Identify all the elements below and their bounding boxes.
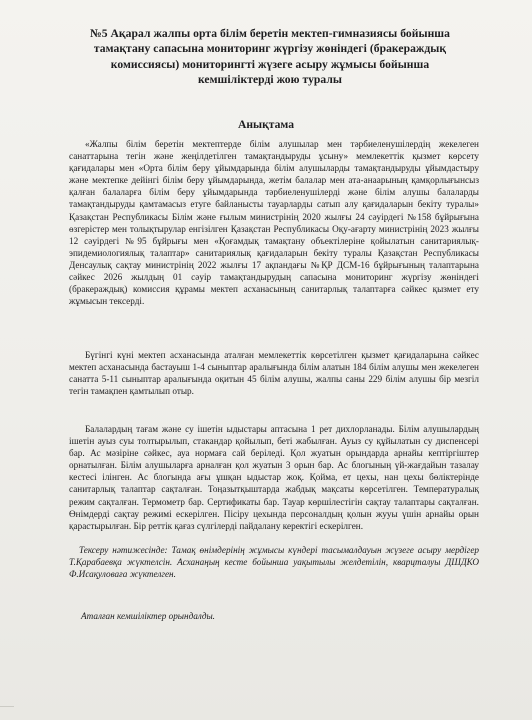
inspection-note: Тексеру нәтижесінде: Тамақ өнімдерінің жұмысы күндері тасымалдауын жүзеге асыру мердігер Т.Қарабаевқа жүктелсін. Асханаңың кесте бойынша уақытылы желдетілін, кварцталуы ДШДКО Ф.Исақуловаға жүктелген. bbox=[69, 545, 479, 580]
document-title: №5 Ақарал жалпы орта білім беретін мектеп-гимназиясы бойынша тамақтану сапасына мониторинг жүргізу жөніндегі (бракераждық комиссиясы) мониторингті жүзеге асыру жұмысы бойынша кемшіліктерді жою туралы bbox=[90, 27, 450, 87]
scan-edge-mark bbox=[0, 706, 14, 717]
document-subtitle: Анықтама bbox=[237, 118, 295, 131]
signoff-line: Аталған кемшіліктер орындалды. bbox=[81, 611, 215, 621]
body-paragraph-3: Балалардың тағам және су ішетін ыдыстары аптасына 1 рет дихлорланады. Білім алушылардың ішетін ауыз суы толтырылып, стакандар қойылып, беті жабылған. Ауыз су құйылатын су диспенсері бар. Ас мәзіріне сәйкес, ауа нормаға сай беріледі. Қол жуатын орындарда арнайы кептіргіштер орнатылған. Білім алушыларға арналған қол жуатын 3 орын бар. Ас блогының үй-жағдайын тазалау кестесі ілінген. Ас блогында ағы ұшқан ыдыстар жоқ. Қойма, ет цехы, нан цехы бөліктерінде санитарлық талаптар сақталған. Тоңазытқыштарда жабдық мақсаты көрсетілген. Температуралық режим сақталған. Термометр бар. Сертификаты бар. Тауар көршілестігін сақтау талаптары сақталған. Өнімдерді сақтау режимі ескерілген. Пісіру цехында персоналдың қолын жууы үшін арнайы орын қарастырылған. Бір реттік қағаз сүлгілерді пайдалану керектігі ескерілген. bbox=[69, 424, 479, 531]
body-paragraph-2: Бүгінгі күні мектеп асханасында аталған мемлекеттік көрсетілген қызмет қағидаларына сәйкес мектеп асханасында бастауыш 1-4 сыныптар аралығында білім алатын 184 білім алушы мен жекелеген санатта 5-11 сыныптар аралығында оқитын 45 білім алушы, жалпы саны 229 білім алушы бір мезгіл тегін тамақпен қамтылып отыр. bbox=[69, 350, 479, 397]
body-paragraph-1: «Жалпы білім беретін мектептерде білім алушылар мен тәрбиеленушілердің жекелеген санаттарына тегін және жеңілдетілген тамақтандыруды ұсыну» мемлекеттік қызмет көрсету қағидалары мен «Орта білім беру ұйымдарында білім алушыларды тамақтандыруды ұйымдастыру және мектепке дейінгі білім беру ұйымдарында, жетім балалар мен ата-анаарының қамқорлығынсыз қалған балаларға білім беру ұйымдарында тәрбиеленушілерді және білім алушы балаларды тамақтандыруды қамтамасыз етуге байланысты тауарларды сатып алу қағидаларын бекіту туралы» Қазақстан Республикасы Білім және ғылым министрінің 2020 жылғы 24 сәуірдегі №158 бұйрығына өзгерістер мен толықтырулар енгізілген Қазақстан Республикасы Оқу-ағарту министрінің 2023 жылғы 12 сәуірдегі №95 бұйрығы мен «Қоғамдық тамақтану объектілеріне қойылатын санитариялық-эпидемиологиялық талаптар» санитариялық қағидаларын бекіту туралы Қазақстан Республикасы Денсаулық сақтау министрінің 2022 жылғы 17 ақпандағы №ҚР ДСМ-16 бұйрығының талаптарына сәйкес 2026 жылдың 01 сәуір тамақтандырудың сапасына мониторинг жүргізу жөніндегі (бракераждық) комиссия құрамы мектеп асханасының санитарлық талаптарға сәйкес қызмет ету жұмысын тексерді. bbox=[69, 139, 479, 307]
